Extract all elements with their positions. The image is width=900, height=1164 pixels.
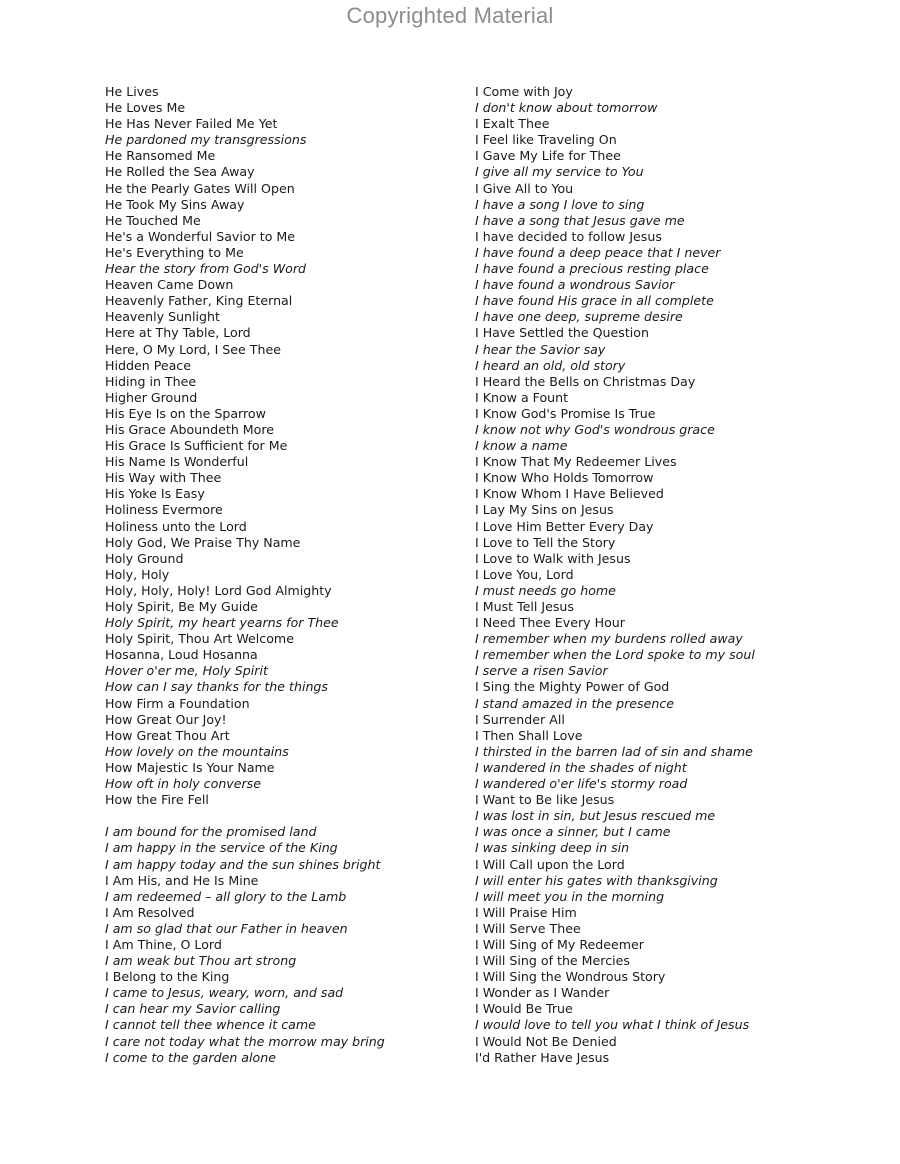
- hymn-title-entry: I have found a wondrous Savior: [475, 277, 675, 293]
- hymn-title-entry: I Will Sing of the Mercies: [475, 953, 630, 969]
- hymn-title-entry: Here, O My Lord, I See Thee: [105, 341, 281, 357]
- hymn-title-entry: I Need Thee Every Hour: [475, 615, 625, 631]
- hymn-title-entry: I was lost in sin, but Jesus rescued me: [475, 808, 716, 824]
- hymn-title-entry: I Will Praise Him: [475, 904, 577, 920]
- hymn-title-entry: I hear the Savior say: [475, 341, 606, 357]
- hymn-title-entry: I Love to Walk with Jesus: [475, 550, 631, 566]
- hymn-title-entry: I don't know about tomorrow: [475, 100, 658, 116]
- hymn-title-entry: I am so glad that our Father in heaven: [105, 920, 348, 936]
- hymn-title-entry: I Would Be True: [475, 1001, 573, 1017]
- hymn-title-entry: I remember when my burdens rolled away: [475, 631, 743, 647]
- hymn-title-entry: Holy Spirit, my heart yearns for Thee: [105, 615, 339, 631]
- hymn-title-entry: Holiness unto the Lord: [105, 518, 247, 534]
- hymn-title-entry: He Touched Me: [105, 212, 201, 228]
- hymn-title-entry: How Firm a Foundation: [105, 695, 250, 711]
- hymn-title-entry: Holy Spirit, Thou Art Welcome: [105, 631, 294, 647]
- hymn-title-entry: I remember when the Lord spoke to my soul: [475, 647, 755, 663]
- hymn-title-entry: I am happy today and the sun shines bright: [105, 856, 381, 872]
- hymn-title-entry: Hear the story from God's Word: [105, 261, 307, 277]
- hymn-title-entry: His Yoke Is Easy: [105, 486, 205, 502]
- hymn-title-entry: Holy Ground: [105, 550, 184, 566]
- hymn-title-entry: I am redeemed – all glory to the Lamb: [105, 888, 347, 904]
- hymn-title-entry: I wandered in the shades of night: [475, 759, 687, 775]
- index-column-right: [475, 84, 890, 1066]
- hymn-title-entry: I am bound for the promised land: [105, 824, 317, 840]
- hymn-title-entry: How Great Thou Art: [105, 727, 230, 743]
- hymn-title-entry: I was sinking deep in sin: [475, 840, 630, 856]
- group-spacer: [105, 808, 465, 824]
- hymn-title-entry: I was once a sinner, but I came: [475, 824, 671, 840]
- hymn-title-entry: I am happy in the service of the King: [105, 840, 338, 856]
- hymn-title-entry: Higher Ground: [105, 389, 198, 405]
- hymn-title-entry: His Eye Is on the Sparrow: [105, 405, 266, 421]
- hymn-title-entry: I came to Jesus, weary, worn, and sad: [105, 985, 344, 1001]
- hymn-title-entry: Here at Thy Table, Lord: [105, 325, 251, 341]
- hymn-title-entry: I Know God's Promise Is True: [475, 405, 656, 421]
- copyright-watermark: Copyrighted Material: [346, 3, 554, 28]
- hymn-title-entry: I Lay My Sins on Jesus: [475, 502, 614, 518]
- hymn-title-entry: He Loves Me: [105, 100, 186, 116]
- hymn-title-entry: I Am Thine, O Lord: [105, 936, 222, 952]
- hymn-title-entry: Heavenly Father, King Eternal: [105, 293, 293, 309]
- hymn-title-entry: How Great Our Joy!: [105, 711, 227, 727]
- hymn-title-entry: He the Pearly Gates Will Open: [105, 180, 295, 196]
- hymn-title-entry: I serve a risen Savior: [475, 663, 608, 679]
- hymn-title-entry: I know not why God's wondrous grace: [475, 421, 715, 437]
- hymn-title-entry: He's a Wonderful Savior to Me: [105, 228, 296, 244]
- hymn-title-entry: Heavenly Sunlight: [105, 309, 220, 325]
- hymn-title-entry: I Must Tell Jesus: [475, 599, 574, 614]
- hymn-title-entry: He pardoned my transgressions: [105, 132, 307, 148]
- hymn-title-entry: He Ransomed Me: [105, 148, 216, 164]
- hymn-title-entry: He Has Never Failed Me Yet: [105, 116, 278, 132]
- hymn-title-entry: I cannot tell thee whence it came: [105, 1017, 316, 1033]
- hymn-title-entry: His Way with Thee: [105, 470, 222, 486]
- hymn-title-entry: His Grace Aboundeth More: [105, 421, 275, 437]
- hymn-title-entry: He's Everything to Me: [105, 244, 244, 260]
- hymn-title-entry: I would love to tell you what I think of Jesus: [475, 1017, 750, 1033]
- hymn-title-entry: Heaven Came Down: [105, 277, 234, 293]
- hymn-title-entry: I Exalt Thee: [475, 116, 550, 132]
- hymn-title-entry: I Will Sing the Wondrous Story: [475, 969, 666, 985]
- hymn-title-entry: I'd Rather Have Jesus: [475, 1049, 610, 1065]
- hymn-title-entry: I will meet you in the morning: [475, 888, 665, 904]
- index-group-i: [105, 824, 465, 1065]
- hymn-title-entry: I have found a deep peace that I never: [475, 244, 721, 260]
- hymn-title-entry: I Will Sing of My Redeemer: [475, 936, 644, 952]
- hymn-title-entry: Holy God, We Praise Thy Name: [105, 534, 301, 550]
- hymn-title-entry: How can I say thanks for the things: [105, 679, 328, 695]
- hymn-title-entry: I have found His grace in all complete: [475, 293, 714, 309]
- hymn-title-entry: I heard an old, old story: [475, 357, 626, 373]
- hymn-title-entry: I care not today what the morrow may bring: [105, 1033, 385, 1049]
- hymn-title-entry: I stand amazed in the presence: [475, 695, 675, 711]
- hymn-title-entry: His Grace Is Sufficient for Me: [105, 438, 288, 454]
- hymn-title-entry: I wandered o'er life's stormy road: [475, 776, 688, 792]
- hymn-title-entry: He Rolled the Sea Away: [105, 164, 255, 180]
- hymn-title-entry: I Want to Be like Jesus: [475, 792, 615, 808]
- hymn-title-entry: Holy, Holy: [105, 566, 170, 582]
- index-column-left: [105, 84, 465, 1066]
- hymn-title-entry: I Know Whom I Have Believed: [475, 486, 664, 502]
- hymn-title-entry: I have a song I love to sing: [475, 196, 645, 212]
- hymn-title-entry: I Am Resolved: [105, 904, 195, 920]
- hymn-title-entry: I come to the garden alone: [105, 1049, 276, 1065]
- hymn-title-entry: I Know Who Holds Tomorrow: [475, 470, 654, 486]
- hymn-title-entry: I know a name: [475, 438, 568, 454]
- hymn-title-entry: I have a song that Jesus gave me: [475, 212, 685, 228]
- hymn-title-entry: Hosanna, Loud Hosanna: [105, 647, 258, 663]
- hymn-title-entry: I Gave My Life for Thee: [475, 148, 621, 164]
- hymn-title-entry: I Have Settled the Question: [475, 325, 649, 341]
- hymn-title-entry: I thirsted in the barren lad of sin and shame: [475, 743, 753, 759]
- hymn-title-entry: I have decided to follow Jesus: [475, 228, 662, 244]
- hymn-title-entry: He Lives: [105, 84, 159, 99]
- hymn-title-entry: I Heard the Bells on Christmas Day: [475, 373, 696, 389]
- hymn-title-entry: I have one deep, supreme desire: [475, 309, 683, 325]
- hymn-title-entry: I Love Him Better Every Day: [475, 518, 654, 534]
- hymn-title-entry: I Belong to the King: [105, 969, 230, 985]
- hymn-title-entry: I Come with Joy: [475, 84, 573, 99]
- hymn-title-entry: I have found a precious resting place: [475, 261, 709, 277]
- hymn-title-entry: I Wonder as I Wander: [475, 985, 610, 1001]
- hymn-title-entry: I must needs go home: [475, 582, 616, 598]
- hymn-title-entry: I Know That My Redeemer Lives: [475, 454, 677, 470]
- hymn-title-entry: I will enter his gates with thanksgiving: [475, 872, 718, 888]
- hymn-title-entry: How oft in holy converse: [105, 776, 261, 792]
- hymn-title-entry: Hiding in Thee: [105, 373, 197, 389]
- hymn-title-entry: He Took My Sins Away: [105, 196, 245, 212]
- hymn-title-entry: I can hear my Savior calling: [105, 1001, 281, 1017]
- hymn-title-entry: Hover o'er me, Holy Spirit: [105, 663, 268, 679]
- hymn-title-entry: I Love You, Lord: [475, 566, 574, 582]
- hymn-title-entry: I Would Not Be Denied: [475, 1033, 617, 1049]
- hymn-title-entry: How the Fire Fell: [105, 792, 209, 808]
- hymn-title-entry: I Feel like Traveling On: [475, 132, 617, 148]
- hymn-title-entry: How Majestic Is Your Name: [105, 759, 275, 775]
- hymn-title-entry: I Then Shall Love: [475, 727, 583, 743]
- hymn-title-entry: Holy, Holy, Holy! Lord God Almighty: [105, 582, 332, 598]
- hymn-title-entry: How lovely on the mountains: [105, 743, 289, 759]
- hymn-title-entry: I am weak but Thou art strong: [105, 953, 297, 969]
- hymn-title-entry: His Name Is Wonderful: [105, 454, 249, 470]
- hymn-title-entry: I Surrender All: [475, 711, 565, 727]
- hymn-title-entry: I Give All to You: [475, 180, 574, 196]
- hymn-title-entry: Holiness Evermore: [105, 502, 223, 518]
- index-group-h: [105, 84, 465, 808]
- hymn-title-entry: Holy Spirit, Be My Guide: [105, 599, 258, 614]
- hymn-title-entry: I Will Call upon the Lord: [475, 856, 625, 872]
- hymn-title-entry: I Will Serve Thee: [475, 920, 581, 936]
- hymn-title-entry: I give all my service to You: [475, 164, 644, 180]
- hymn-title-entry: I Know a Fount: [475, 389, 569, 405]
- hymn-title-entry: Hidden Peace: [105, 357, 191, 373]
- hymn-title-entry: I Am His, and He Is Mine: [105, 872, 259, 888]
- hymn-title-entry: I Love to Tell the Story: [475, 534, 616, 550]
- hymn-title-entry: I Sing the Mighty Power of God: [475, 679, 670, 695]
